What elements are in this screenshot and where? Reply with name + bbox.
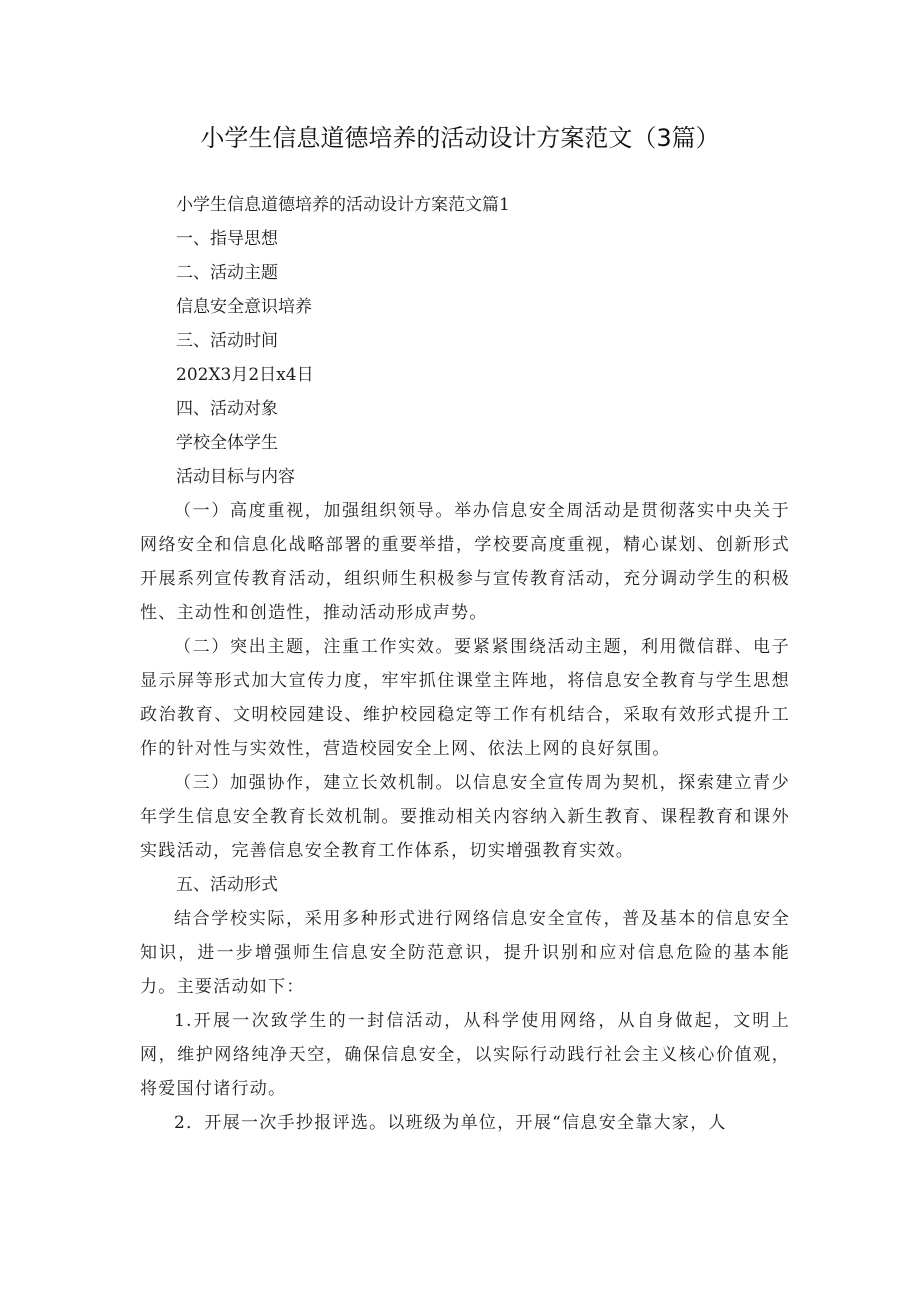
section5-intro: 结合学校实际，采用多种形式进行网络信息安全宣传，普及基本的信息安全知识，进一步增强师生信息安全防范意识，提升识别和应对信息危险的基本能力。主要活动如下： bbox=[140, 909, 790, 997]
activity-theme: 信息安全意识培养 bbox=[176, 297, 312, 317]
paragraph-2: （二）突出主题，注重工作实效。要紧紧围绕活动主题，利用微信群、电子显示屏等形式加大宣传力度，牢牢抓住课堂主阵地，将信息安全教育与学生思想政治教育、文明校园建设、维护校园稳定等工作有机结合，采取有效形式提升工作的针对性与实效性，营造校园安全上网、依法上网的良好氛围。 bbox=[140, 637, 790, 759]
activity-item-1: 1.开展一次致学生的一封信活动，从科学使用网络，从自身做起，文明上网，维护网络纯净天空，确保信息安全，以实际行动践行社会主义核心价值观，将爱国付诸行动。 bbox=[140, 1011, 790, 1099]
section-heading-1: 一、指导思想 bbox=[176, 229, 278, 249]
document-body bbox=[140, 188, 790, 1140]
activity-time: 202X3月2日x4日 bbox=[176, 365, 314, 385]
section-heading-4: 四、活动对象 bbox=[176, 399, 278, 419]
document-title: 小学生信息道德培养的活动设计方案范文（3篇） bbox=[200, 124, 720, 152]
article-heading: 小学生信息道德培养的活动设计方案范文篇1 bbox=[176, 195, 510, 215]
section-heading-2: 二、活动主题 bbox=[176, 263, 278, 283]
section-heading-5: 五、活动形式 bbox=[176, 875, 278, 895]
paragraph-1: （一）高度重视，加强组织领导。举办信息安全周活动是贯彻落实中央关于网络安全和信息化战略部署的重要举措，学校要高度重视，精心谋划、创新形式开展系列宣传教育活动，组织师生积极参与宣传教育活动，充分调动学生的积极性、主动性和创造性，推动活动形成声势。 bbox=[140, 501, 790, 623]
paragraph-3: （三）加强协作，建立长效机制。以信息安全宣传周为契机，探索建立青少年学生信息安全教育长效机制。要推动相关内容纳入新生教育、课程教育和课外实践活动，完善信息安全教育工作体系，切实增强教育实效。 bbox=[140, 773, 790, 861]
activity-target: 学校全体学生 bbox=[176, 433, 278, 453]
section-heading-3: 三、活动时间 bbox=[176, 331, 278, 351]
goals-heading: 活动目标与内容 bbox=[176, 467, 295, 487]
activity-item-2: 2．开展一次手抄报评选。以班级为单位，开展“信息安全靠大家，人 bbox=[174, 1113, 727, 1133]
